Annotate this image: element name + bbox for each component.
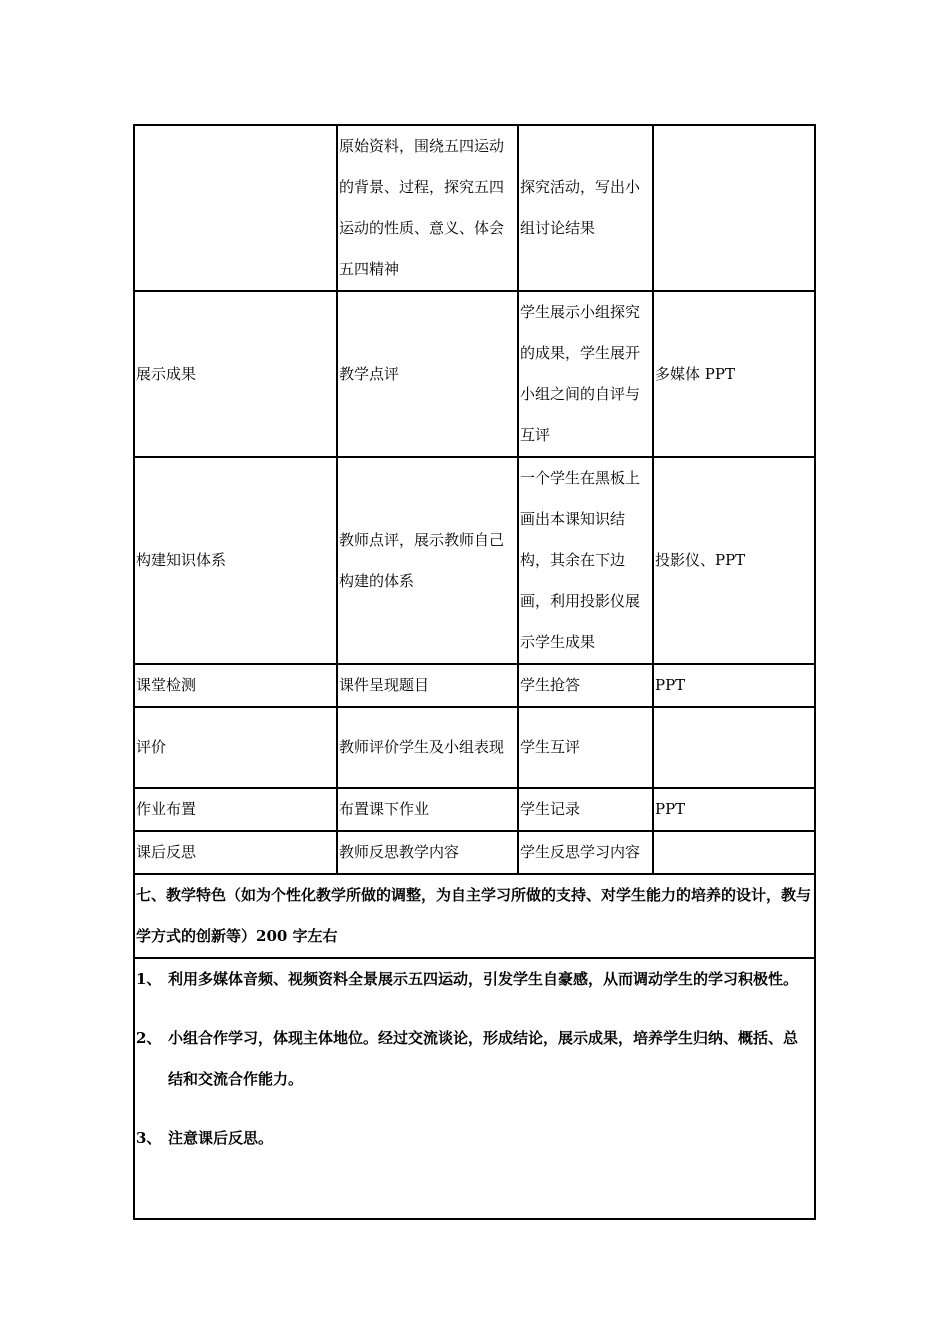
media-cell: PPT <box>653 788 815 831</box>
list-number: 2、 <box>136 1029 162 1047</box>
teacher-activity-cell: 教师反思教学内容 <box>337 831 518 874</box>
table-row <box>134 788 815 831</box>
teacher-activity-cell: 教学点评 <box>337 291 518 457</box>
table-row <box>134 874 815 958</box>
list-item <box>136 959 814 1000</box>
table-row <box>134 457 815 664</box>
list-number: 1、 <box>136 970 162 988</box>
student-activity-cell: 学生反思学习内容 <box>518 831 653 874</box>
media-cell: PPT <box>653 664 815 707</box>
stage-cell: 评价 <box>134 707 337 788</box>
media-cell: 投影仪、PPT <box>653 457 815 664</box>
features-cell <box>134 958 815 1219</box>
student-activity-cell: 学生互评 <box>518 707 653 788</box>
teacher-activity-cell: 课件呈现题目 <box>337 664 518 707</box>
section-heading: 七、教学特色（如为个性化教学所做的调整，为自主学习所做的支持、对学生能力的培养的设计，教与学方式的创新等）200 字左右 <box>134 874 815 958</box>
teacher-activity-cell: 布置课下作业 <box>337 788 518 831</box>
list-text: 利用多媒体音频、视频资料全景展示五四运动，引发学生自豪感，从而调动学生的学习积极性。 <box>168 970 799 988</box>
stage-cell: 课堂检测 <box>134 664 337 707</box>
table-row <box>134 664 815 707</box>
student-activity-cell: 探究活动，写出小组讨论结果 <box>518 125 653 291</box>
lesson-plan-table <box>133 124 816 1220</box>
student-activity-cell: 一个学生在黑板上画出本课知识结构，其余在下边画，利用投影仪展示学生成果 <box>518 457 653 664</box>
student-activity-cell: 学生抢答 <box>518 664 653 707</box>
student-activity-cell: 学生记录 <box>518 788 653 831</box>
table-row <box>134 125 815 291</box>
stage-cell: 构建知识体系 <box>134 457 337 664</box>
stage-cell: 作业布置 <box>134 788 337 831</box>
table-row <box>134 831 815 874</box>
list-text: 注意课后反思。 <box>168 1129 274 1147</box>
list-item <box>136 1118 814 1159</box>
media-cell <box>653 831 815 874</box>
table-row <box>134 707 815 788</box>
teacher-activity-cell: 教师评价学生及小组表现 <box>337 707 518 788</box>
student-activity-cell: 学生展示小组探究的成果，学生展开小组之间的自评与互评 <box>518 291 653 457</box>
stage-cell: 课后反思 <box>134 831 337 874</box>
list-number: 3、 <box>136 1129 162 1147</box>
media-cell <box>653 125 815 291</box>
table-row <box>134 291 815 457</box>
stage-cell: 展示成果 <box>134 291 337 457</box>
media-cell <box>653 707 815 788</box>
table-row <box>134 958 815 1219</box>
stage-cell <box>134 125 337 291</box>
list-item <box>136 1018 814 1100</box>
teacher-activity-cell: 教师点评，展示教师自己构建的体系 <box>337 457 518 664</box>
media-cell: 多媒体 PPT <box>653 291 815 457</box>
teacher-activity-cell: 原始资料，围绕五四运动的背景、过程，探究五四运动的性质、意义、体会五四精神 <box>337 125 518 291</box>
list-text: 小组合作学习，体现主体地位。经过交流谈论，形成结论，展示成果，培养学生归纳、概括、总结和交流合作能力。 <box>168 1029 799 1088</box>
